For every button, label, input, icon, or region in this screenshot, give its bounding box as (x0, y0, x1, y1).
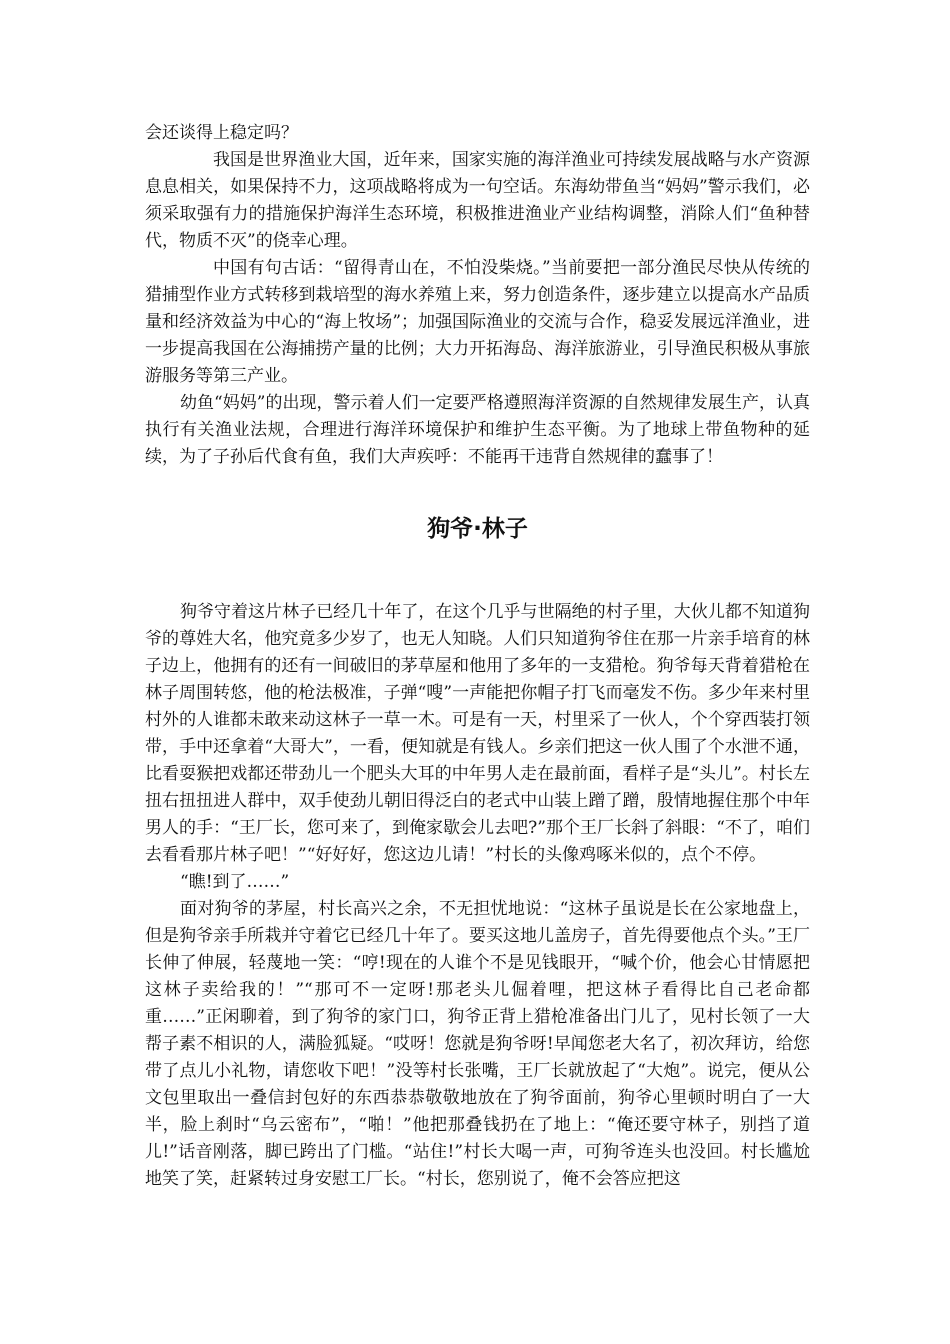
essay1-paragraph-3: 中国有句古话：“留得青山在，不怕没柴烧。”当前要把一部分渔民尽快从传统的猎捕型作业方式转移到栽培型的海水养殖上来，努力创造条件，逐步建立以提高水产品质量和经济效益为中心的“海上牧场”；加强国际渔业的交流与合作，稳妥发展远洋渔业，进一步提高我国在公海捕捞产量的比例；大力开拓海岛、海洋旅游业，引导渔民积极从事旅游服务等第三产业。 (145, 258, 810, 386)
essay2-paragraph-1: 狗爷守着这片林子已经几十年了，在这个几乎与世隔绝的村子里，大伙儿都不知道狗爷的尊姓大名，他究竟多少岁了，也无人知晓。人们只知道狗爷住在那一片亲手培育的林子边上，他拥有的还有一间破旧的茅草屋和他用了多年的一支猎枪。狗爷每天背着猎枪在林子周围转悠，他的枪法极准，子弹“嗖”一声能把你帽子打飞而毫发不伤。多少年来村里村外的人谁都未敢来动这林子一草一木。可是有一天，村里采了一伙人，个个穿西装打领带，手中还拿着“大哥大”，一看，便知就是有钱人。乡亲们把这一伙人围了个水泄不通，比看耍猴把戏都还带劲儿一个肥头大耳的中年男人走在最前面，看样子是“头儿”。村长左扭右扭扭进人群中，双手使劲儿朝旧得泛白的老式中山装上蹭了蹭，殷情地握住那个中年男人的手：“王厂长，您可来了，到俺家歇会儿去吧?”那个王厂长斜了斜眼：“不了，咱们去看看那片林子吧！”“好好好，您这边儿请！”村长的头像鸡啄米似的，点个不停。 (145, 602, 810, 865)
essay-gouye-linzi (145, 599, 810, 1193)
essay-title: 狗爷·林子 (427, 516, 528, 542)
essay1-paragraph-1: 会还谈得上稳定吗？ (145, 123, 298, 143)
essay1-paragraph-2: 我国是世界渔业大国，近年来，国家实施的海洋渔业可持续发展战略与水产资源息息相关，如果保持不力，这项战略将成为一句空话。东海幼带鱼当“妈妈”警示我们，必须采取强有力的措施保护海洋生态环境，积极推进渔业产业结构调整，消除人们“鱼种替代，物质不灭”的侥幸心理。 (145, 150, 810, 251)
essay2-paragraph-3: 面对狗爷的茅屋，村长高兴之余，不无担忧地说：“这林子虽说是长在公家地盘上，但是狗爷亲手所栽并守着它已经几十年了。要买这地儿盖房子，首先得要他点个头。”王厂长伸了伸展，轻蔑地一笑：“哼!现在的人谁个不是见钱眼开，“喊个价，他会心甘情愿把这林子卖给我的！”“那可不一定呀!那老头儿倔着哩，把这林子看得比自己老命都重……”正闲聊着，到了狗爷的家门口，狗爷正背上猎枪准备出门儿了，见村长领了一大帮子素不相识的人，满脸狐疑。“哎呀！您就是狗爷呀!早闻您老大名了，初次拜访，给您带了点儿小礼物，请您收下吧！”没等村长张嘴，王厂长就放起了“大炮”。说完，便从公文包里取出一叠信封包好的东西恭恭敬敬地放在了狗爷面前，狗爷心里顿时明白了一大半，脸上刹时“乌云密布”，“啪！”他把那叠钱扔在了地上：“俺还要守林子，别挡了道儿!”话音刚落，脚已跨出了门槛。“站住!”村长大喝一声，可狗爷连头也没回。村长尴尬地笑了笑，赶紧转过身安慰工厂长。“村长，您别说了，俺不会答应把这 (145, 899, 810, 1189)
essay1-paragraph-4: 幼鱼“妈妈”的出现，警示着人们一定要严格遵照海洋资源的自然规律发展生产，认真执行有关渔业法规，合理进行海洋环境保护和维护生态平衡。为了地球上带鱼物种的延续，为了子孙后代食有鱼，我们大声疾呼：不能再干违背自然规律的蠢事了！ (145, 393, 810, 467)
essay-fishery (145, 120, 810, 471)
document-page (145, 120, 810, 1193)
essay2-paragraph-2: “瞧!到了……” (180, 872, 290, 892)
